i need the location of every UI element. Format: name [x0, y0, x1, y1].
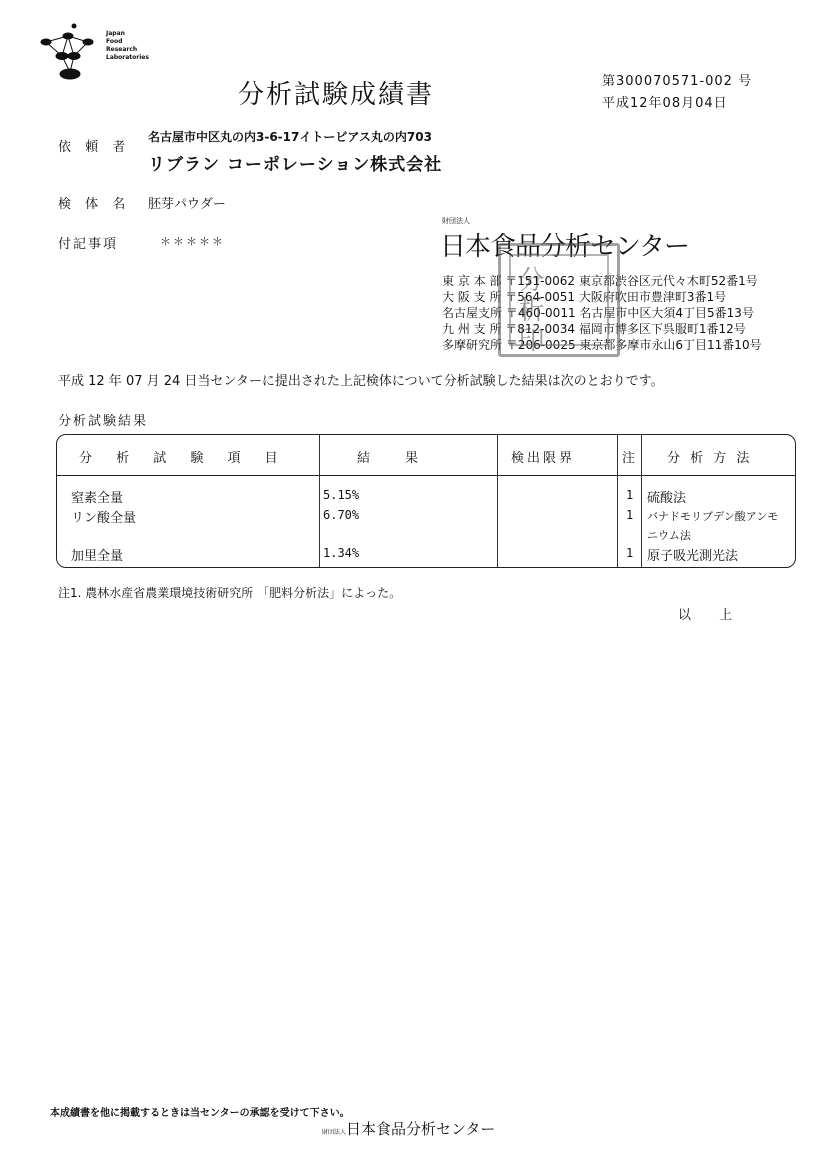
document-number: 第300070571-002 号	[602, 74, 753, 89]
client-address: 名古屋市中区丸の内3-6-17イトービアス丸の内703	[148, 130, 432, 144]
seal-text: 分析印	[514, 266, 544, 356]
center-small-label: 財団法人	[442, 217, 470, 225]
row-1-note: 1	[626, 488, 634, 502]
logo-text: Japan Food Research Laboratories	[106, 30, 149, 61]
footnote: 注1. 農林水産省農業環境技術研究所 「肥料分析法」によった。	[58, 586, 402, 600]
row-1-item: 窒素全量	[71, 491, 124, 506]
results-title: 分析試験結果	[58, 414, 149, 429]
sample-value: 胚芽パウダー	[148, 197, 226, 212]
header-note: 注	[622, 451, 636, 466]
statement-text: 平成 12 年 07 月 24 日当センターに提出された上記検体について分析試験した結果は次のとおりです。	[58, 374, 664, 389]
results-table	[56, 434, 796, 568]
row-2-note: 1	[626, 508, 634, 522]
center-name: 日本食品分析センター	[440, 232, 689, 262]
branch-tama: 多摩研究所 〒206-0025 東京都多摩市永山6丁目11番10号	[442, 338, 762, 352]
header-item: 分 析 試 験 項 目	[79, 451, 288, 466]
footer-org	[322, 1118, 495, 1139]
client-label: 依 頼 者	[58, 140, 131, 155]
branch-osaka: 大 阪 支 所 〒564-0051 大阪府吹田市豊津町3番1号	[442, 290, 727, 304]
footer-notice: 本成績書を他に掲載するときは当センターの承認を受けて下さい。	[50, 1108, 350, 1119]
branch-nagoya: 名古屋支所 〒460-0011 名古屋市中区大須4丁目5番13号	[442, 306, 754, 320]
branch-kyushu: 九 州 支 所 〒812-0034 福岡市博多区下呉服町1番12号	[442, 322, 746, 336]
branch-tokyo: 東 京 本 部 〒151-0062 東京都渋谷区元代々木町52番1号	[442, 274, 758, 288]
row-3-item: 加里全量	[71, 549, 124, 564]
client-name: リブラン コーポレーション株式会社	[148, 155, 443, 175]
footer-org-name: 日本食品分析センター	[346, 1120, 496, 1138]
sample-label: 検 体 名	[58, 197, 131, 212]
document-date: 平成12年08月04日	[602, 96, 728, 111]
row-1-result: 5.15%	[323, 488, 360, 502]
row-2-method: バナドモリブデン酸アンモニウム法	[647, 510, 779, 542]
row-3-note: 1	[626, 546, 634, 560]
header-result: 結 果	[357, 451, 422, 466]
remarks-value: ＊＊＊＊＊	[160, 235, 225, 248]
document-title: 分析試験成績書	[238, 80, 435, 110]
row-1-method: 硫酸法	[647, 491, 687, 506]
header-method: 分 析 方 法	[667, 451, 753, 466]
header-limit: 検出限界	[511, 451, 576, 466]
row-2-item: リン酸全量	[71, 511, 137, 526]
footer-org-small: 財団法人	[322, 1129, 347, 1136]
row-2-result: 6.70%	[323, 508, 360, 522]
closing-mark: 以 上	[678, 608, 745, 623]
row-3-method: 原子吸光測光法	[647, 549, 739, 564]
remarks-label: 付記事項	[58, 237, 119, 252]
official-seal-stamp	[498, 243, 620, 357]
row-3-result: 1.34%	[323, 546, 360, 560]
